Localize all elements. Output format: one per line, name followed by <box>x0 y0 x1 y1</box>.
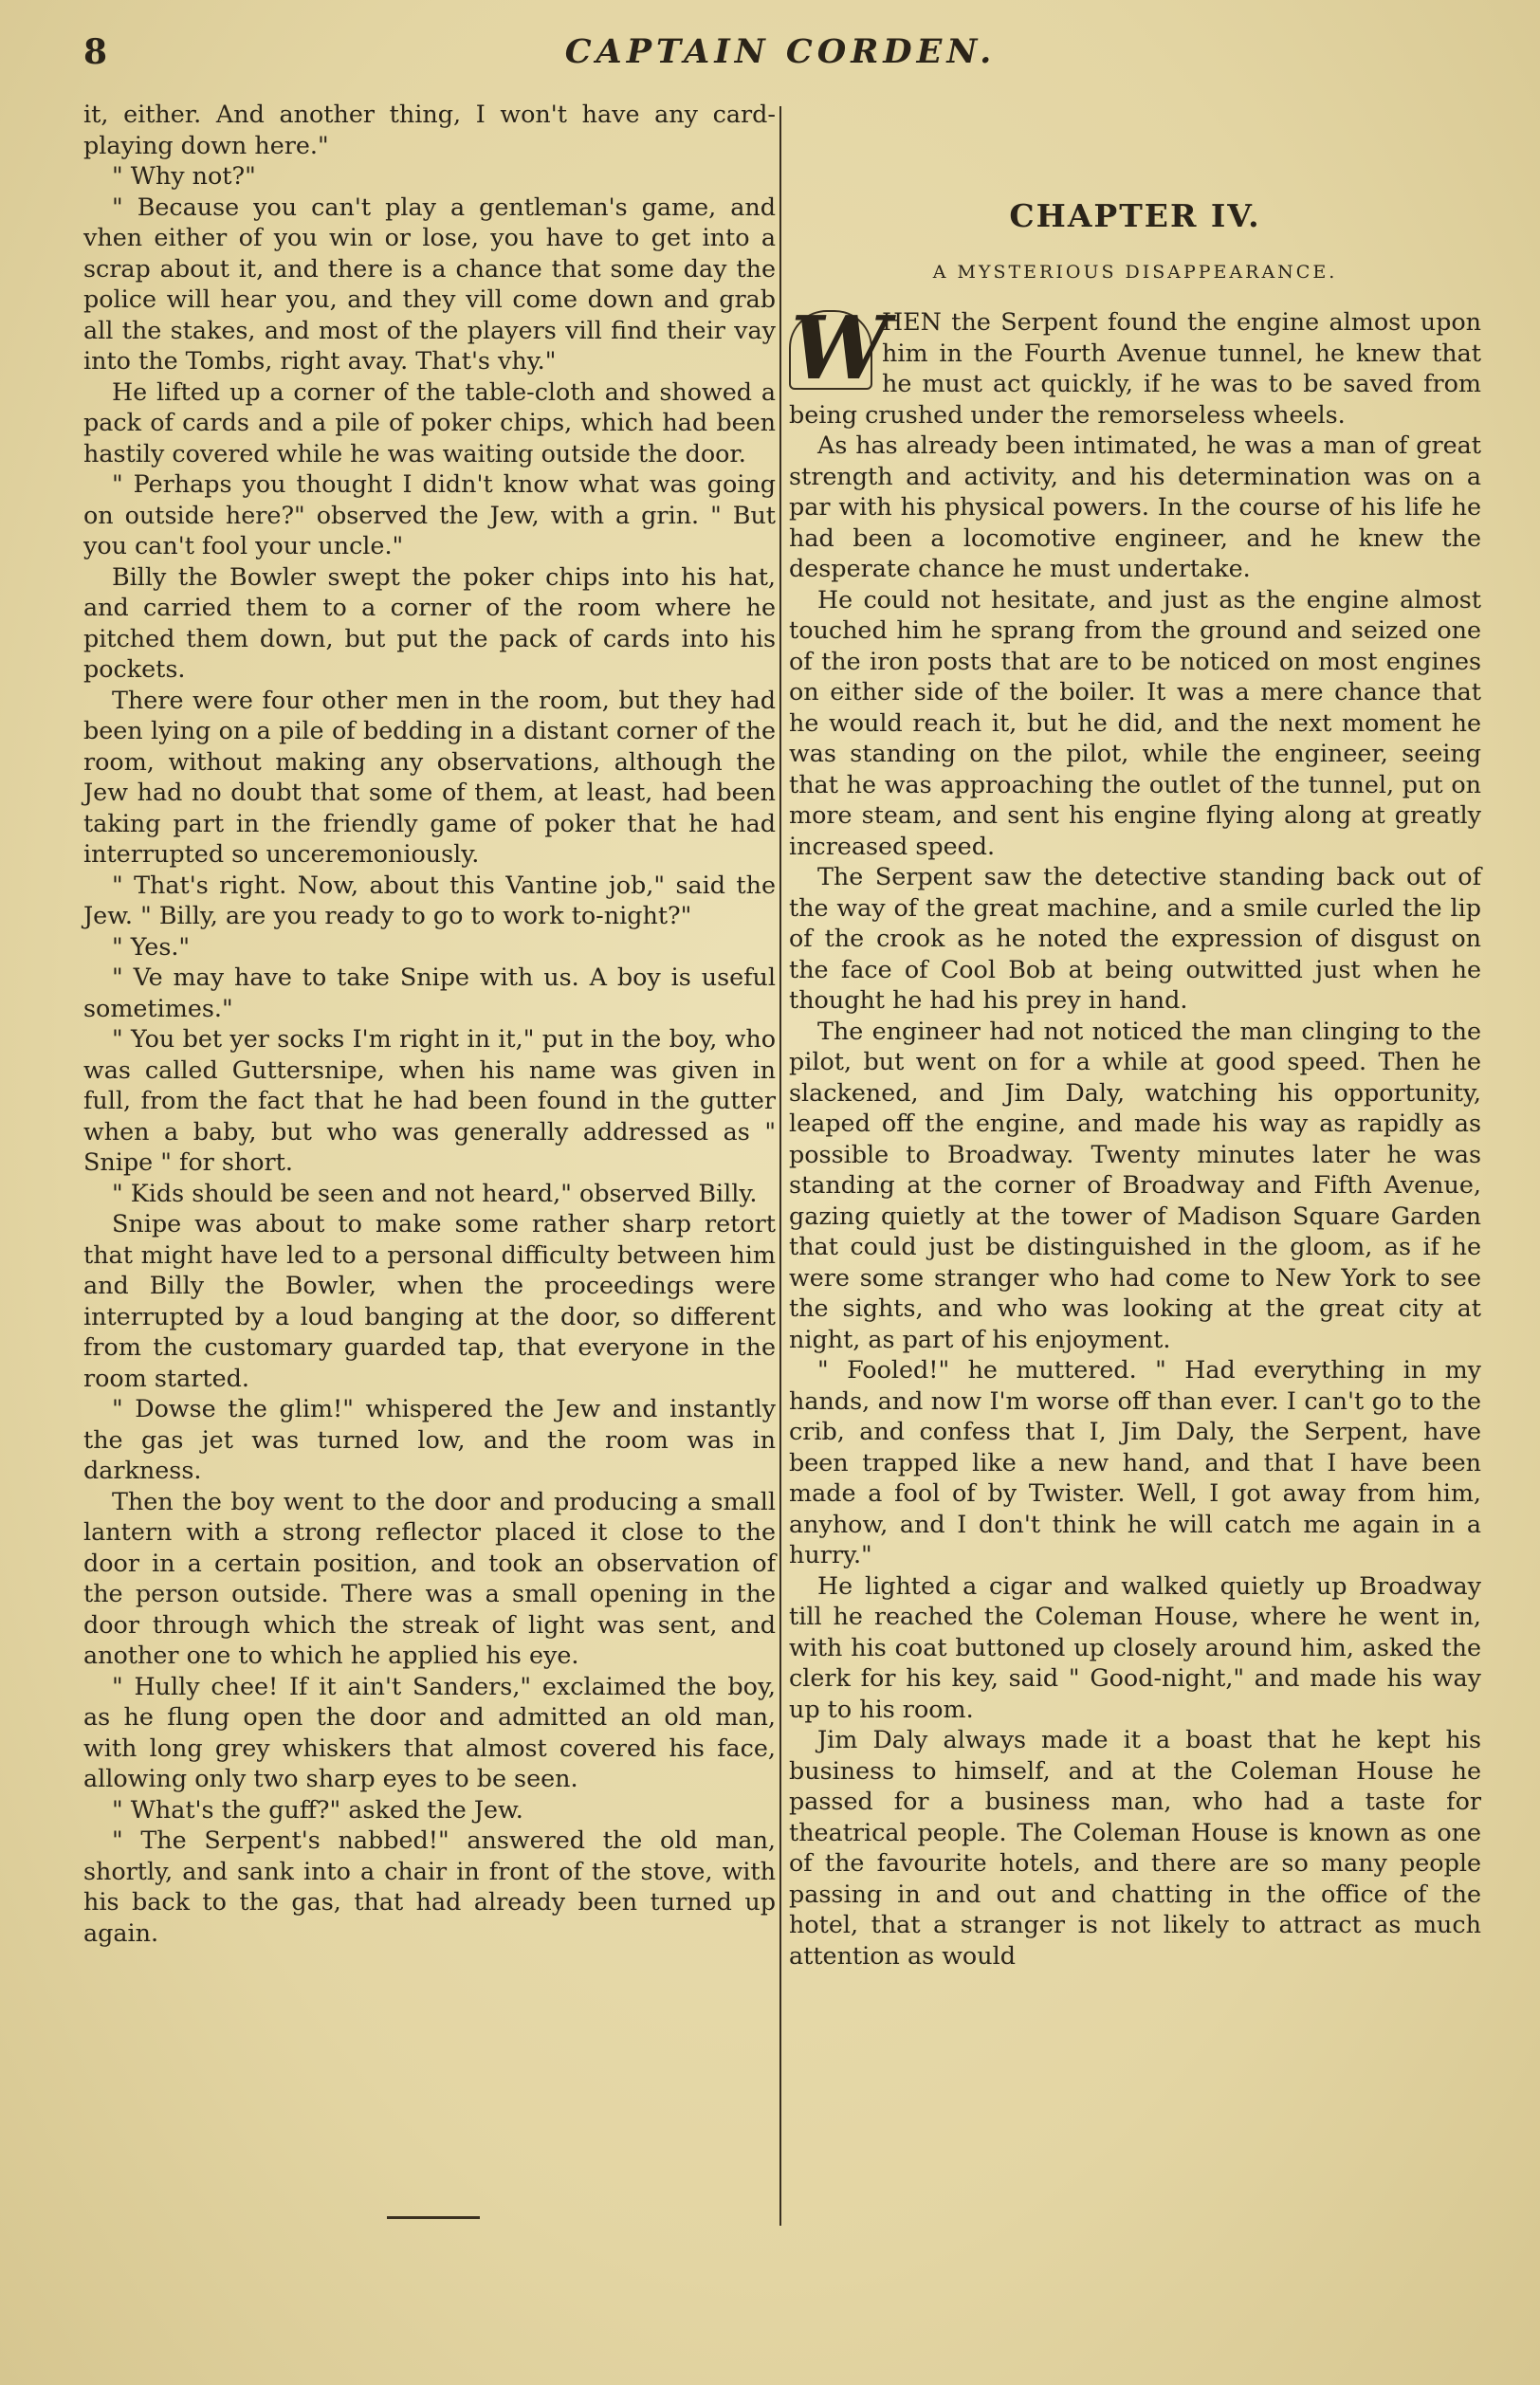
running-title: CAPTAIN CORDEN. <box>564 32 997 71</box>
paragraph: " Why not?" <box>112 161 256 190</box>
paragraph: As has already been intimated, he was a man of great strength and activity, and his determination was on a par with his physical powers. In the course of his life he had been a locomotive engineer, and he knew the desperate chance he must undertake. <box>789 431 1481 582</box>
column-divider <box>779 106 781 2226</box>
paragraph: " Yes." <box>112 931 191 961</box>
paragraph: " Ve may have to take Snipe with us. A boy is useful sometimes." <box>83 963 776 1022</box>
paragraph: The engineer had not noticed the man clinging to the pilot, but went on for a while at good speed. Then he slackened, and Jim Daly, watching his opportunity, leaped off the engine, and made his way as rapidly as possible to Broadway. Twenty minutes later he was standing at the corner of Broadway and Fifth Avenue, gazing quietly at the tower of Madison Square Garden that could just be distinguished in the gloom, as if he were some stranger who had come to New York to see the sights, and who was looking at the great city at night, as part of his enjoyment. <box>789 1016 1481 1353</box>
page-number: 8 <box>83 32 108 72</box>
paragraph: " Hully chee! If it ain't Sanders," exclaimed the boy, as he flung open the door and admitted an old man, with long grey whiskers that almost covered his face, allowing only two sharp eyes to be seen. <box>83 1671 776 1792</box>
paragraph: Snipe was about to make some rather sharp retort that might have led to a personal difficulty between him and Billy the Bowler, when the proceedings were interrupted by a loud banging at the door, so different from the customary guarded tap, that everyone in the room started. <box>83 1209 776 1392</box>
page-header <box>83 32 1477 80</box>
paragraph: The Serpent saw the detective standing back out of the way of the great machine, and a smile curled the lip of the crook as he noted the expression of disgust on the face of Cool Bob at being outwitted just when he thought he had his prey in hand. <box>789 862 1481 1014</box>
paragraph: it, either. And another thing, I won't have any card-playing down here." <box>83 100 776 159</box>
paragraph: " What's the guff?" asked the Jew. <box>112 1794 523 1824</box>
chapter-subtitle: A MYSTERIOUS DISAPPEARANCE. <box>932 261 1338 283</box>
paragraph: Jim Daly always made it a boast that he kept his business to himself, and at the Coleman House he passed for a business man, who had a taste for theatrical people. The Coleman House is known as one of the favourite hotels, and there are so many people passing in and out and chatting in the office of the hotel, that a stranger is not likely to attract as much attention as would <box>789 1725 1481 1970</box>
paragraph: " Fooled!" he muttered. " Had everything in my hands, and now I'm worse off than ever. I can't go to the crib, and confess that I, Jim Daly, the Serpent, have been trapped like a new hand, and that I have been made a fool of by Twister. Well, I got away from him, anyhow, and I don't think he will catch me again in a hurry." <box>789 1355 1481 1569</box>
paragraph: " Because you can't play a gentleman's game, and vhen either of you win or lose, you have to get into a scrap about it, and there is a chance that some day the police will hear you, and they vill come down and grab all the stakes, and most of the players vill find their vay into the Tombs, right avay. That's vhy." <box>83 192 776 375</box>
paragraph: " Dowse the glim!" whispered the Jew and instantly the gas jet was turned low, and the room was in darkness. <box>83 1394 776 1484</box>
left-column <box>83 99 776 1948</box>
drop-cap: W <box>791 297 889 399</box>
chapter-opening-paragraph <box>789 297 1481 430</box>
section-end-rule <box>387 2216 480 2219</box>
paragraph: There were four other men in the room, but they had been lying on a pile of bedding in a distant corner of the room, without making any observations, although the Jew had no doubt that some of them, at least, had been taking part in the friendly game of poker that he had interrupted so unceremoniously. <box>83 685 776 868</box>
paragraph: He could not hesitate, and just as the engine almost touched him he sprang from the ground and seized one of the iron posts that are to be noticed on most engines on either side of the boiler. It was a mere chance that he would reach it, but he did, and the next moment he was standing on the pilot, while the engineer, seeing that he was approaching the outlet of the tunnel, put on more steam, and sent his engine flying along at greatly increased speed. <box>789 584 1481 860</box>
paragraph: " The Serpent's nabbed!" answered the old man, shortly, and sank into a chair in front of the stove, with his back to the gas, that had already been turned up again. <box>83 1825 776 1947</box>
paragraph: " Kids should be seen and not heard," observed Billy. <box>112 1178 758 1207</box>
paragraph: " That's right. Now, about this Vantine job," said the Jew. " Billy, are you ready to go to work to-night?" <box>83 870 776 929</box>
paragraph: Billy the Bowler swept the poker chips into his hat, and carried them to a corner of the room where he pitched them down, but put the pack of cards into his pockets. <box>83 561 776 683</box>
paragraph: He lighted a cigar and walked quietly up Broadway till he reached the Coleman House, where he went in, with his coat buttoned up closely around him, asked the clerk for his key, said " Good-night," and made his way up to his room. <box>789 1570 1481 1723</box>
opening-text: HEN the Serpent found the engine almost upon him in the Fourth Avenue tunnel, he knew that he must act quickly, if he was to be saved from being crushed under the remorseless wheels. <box>789 307 1481 429</box>
chapter-title: CHAPTER IV. <box>1009 197 1261 234</box>
paragraph: " You bet yer socks I'm right in it," put in the boy, who was called Guttersnipe, when his name was given in full, from the fact that he had been found in the gutter when a baby, but who was generally addressed as " Snipe " for short. <box>83 1024 776 1176</box>
paragraph: " Perhaps you thought I didn't know what was going on outside here?" observed the Jew, with a grin. " But you can't fool your uncle." <box>83 469 776 560</box>
right-column-body <box>789 430 1481 1971</box>
paragraph: Then the boy went to the door and producing a small lantern with a strong reflector placed it close to the door in a certain position, and took an observation of the person outside. There was a small opening in the door through which the streak of light was sent, and another one to which he applied his eye. <box>83 1486 776 1669</box>
right-column <box>789 95 1481 1971</box>
paragraph: He lifted up a corner of the table-cloth and showed a pack of cards and a pile of poker chips, which had been hastily covered while he was waiting outside the door. <box>83 376 776 468</box>
